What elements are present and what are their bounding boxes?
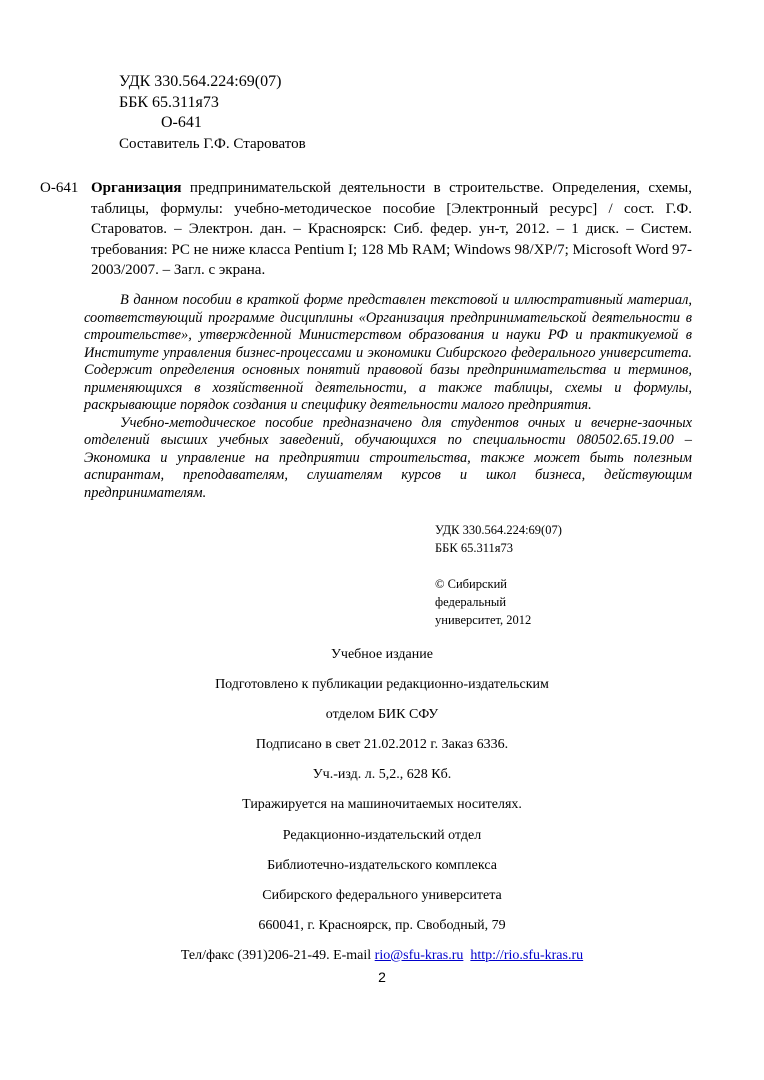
edition-type: Учебное издание	[331, 647, 433, 662]
udk-code: УДК 330.564.224:69(07)	[119, 73, 282, 90]
distribution-line: Тиражируется на машиночитаемых носителях.	[242, 797, 522, 813]
contact-line	[0, 941, 764, 971]
abstract-paragraph: Учебно-методическое пособие предназначено для студентов очных и вечерне-заочных отделений высших учебных заведений, обучающихся по специальности 080502.65.19.00 – Экономика и управление на предприятии строительства, также может быть полезным аспирантам, преподавателям, слушателям курсов и школ бизнеса, действующим предпринимателям.	[84, 414, 692, 501]
department-line: Библиотечно-издательского комплекса	[267, 857, 497, 873]
page-number: 2	[378, 969, 386, 985]
copyright-line: университет, 2012	[435, 613, 532, 627]
abstract	[84, 292, 692, 502]
header-codes	[119, 72, 281, 134]
volume-line: Уч.-изд. л. 5,2., 628 Кб.	[312, 767, 452, 783]
signed-line: Подписано в свет 21.02.2012 г. Заказ 6336.	[255, 737, 509, 753]
copyright-line: федеральный	[435, 595, 507, 609]
bbk-code-small: ББК 65.311я73	[435, 541, 513, 555]
bibliographic-record	[40, 178, 692, 281]
email-link[interactable]: rio@sfu-kras.ru	[374, 947, 464, 963]
bibliographic-text	[91, 178, 692, 281]
spacer	[435, 557, 562, 575]
abstract-paragraph: В данном пособии в краткой форме представлен текстовой и иллюстративный материал, соответствующий программе дисциплины «Организация предпринимательской деятельности в строительстве», утвержденной Министерством образования и науки РФ и практикуемой в Институте управления бизнес-процессами и экономики Сибирского федерального университета. Содержит определения основных понятий правовой базы предпринимательства и терминов, применяющихся в хозяйственной деятельности, а также таблицы, схемы и формулы, раскрывающие порядок создания и специфику деятельности малого предприятия.	[84, 292, 692, 413]
contact-prefix: Тел/факс (391)206-21-49. E-mail	[180, 947, 375, 963]
department-line: Сибирского федерального университета	[262, 887, 502, 903]
copyright-line: © Сибирский	[435, 577, 507, 591]
author-code: О-641	[161, 114, 202, 131]
address-line: 660041, г. Красноярск, пр. Свободный, 79	[258, 917, 506, 933]
bibliographic-code: О-641	[40, 180, 79, 196]
bbk-code: ББК 65.311я73	[119, 93, 219, 111]
prepared-line: отделом БИК СФУ	[325, 707, 439, 723]
udk-code-small: УДК 330.564.224:69(07)	[435, 523, 562, 537]
compiler-line: Составитель Г.Ф. Староватов	[119, 136, 306, 152]
classification-block	[435, 521, 562, 629]
website-link[interactable]: http://rio.sfu-kras.ru	[470, 947, 584, 963]
bibliographic-title-word: Организация	[91, 180, 182, 196]
imprint-block	[0, 640, 764, 971]
bibliographic-description: предпринимательской деятельности в строительстве. Определения, схемы, таблицы, формулы: учебно-методическое пособие [Электронный ресурс] / сост. Г.Ф. Староватов. – Электрон. дан. – Красноярск: Сиб. федер. ун-т, 2012. – 1 диск. – Систем. требования: PC не ниже класса Pentium I; 128 Mb RAM; Windows 98/XP/7; Microsoft Word 97-2003/2007. – Загл. с экрана.	[91, 180, 692, 278]
department-line: Редакционно-издательский отдел	[282, 827, 482, 843]
prepared-line: Подготовлено к публикации редакционно-издательским	[215, 677, 549, 693]
